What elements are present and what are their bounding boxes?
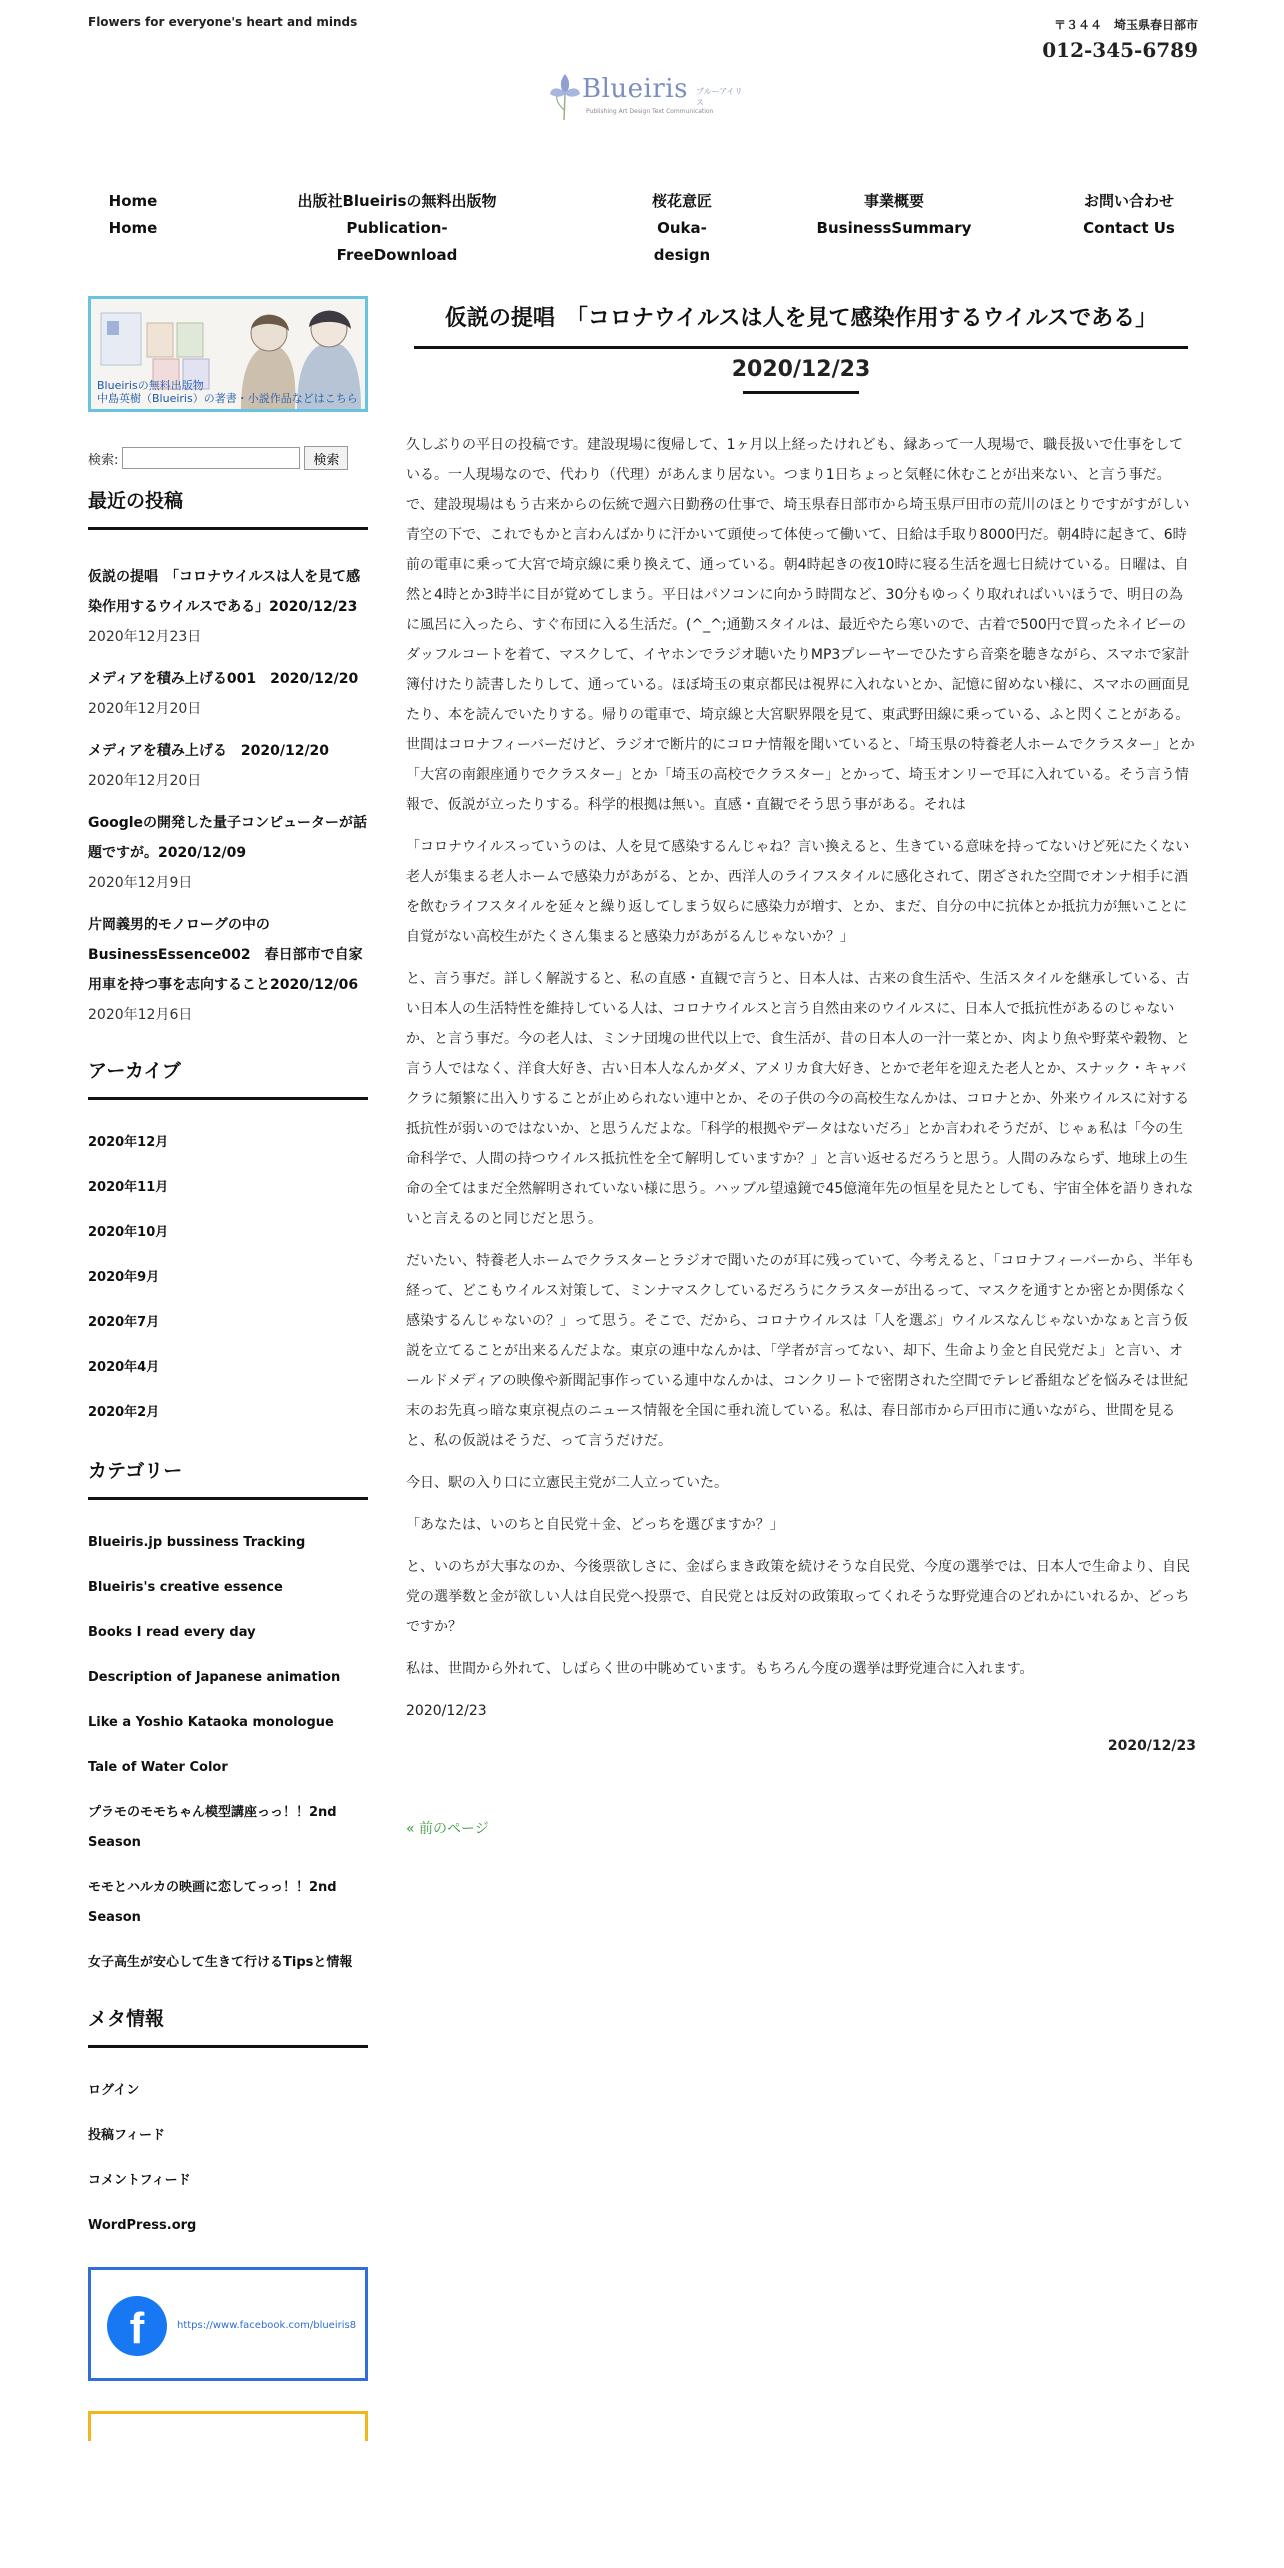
nav-ouka-design-en: Ouka-design <box>653 219 711 264</box>
recent-post-item <box>88 808 368 898</box>
logo-kana: ブルーアイリス <box>696 87 743 107</box>
category-title: カテゴリー <box>88 1456 368 1500</box>
archive-widget <box>88 1056 368 1428</box>
header-phone[interactable]: 012-345-6789 <box>1042 38 1198 62</box>
category-link[interactable]: Description of Japanese animation <box>88 1670 341 1685</box>
post-paragraph: 私は、世間から外れて、しばらく世の中眺めています。もちろん今度の選挙は野党連合に入れます。 <box>406 1661 1034 1677</box>
recent-post-link[interactable]: メディアを積み上げる001 2020/12/20 <box>88 671 359 687</box>
post-body <box>406 430 1196 1726</box>
banner-caption <box>97 379 358 405</box>
nav-ouka-design-ja: 桜花意匠 <box>651 192 712 210</box>
site-tagline: Flowers for everyone's heart and minds <box>88 15 358 29</box>
nav-business-summary-en: BusinessSummary <box>816 219 972 237</box>
category-link[interactable]: Blueiris.jp bussiness Tracking <box>88 1535 306 1550</box>
category-widget <box>88 1456 368 1978</box>
recent-post-item <box>88 736 368 796</box>
nav-publication-ja: 出版社Blueirisの無料出版物 <box>297 192 497 210</box>
nav-contact-ja: お問い合わせ <box>1083 192 1174 210</box>
search-input[interactable] <box>122 447 300 469</box>
archive-link[interactable]: 2020年12月 <box>88 1135 169 1150</box>
post-paragraph: と、言う事だ。詳しく解説すると、私の直感・直観で言うと、日本人は、古来の食生活や、生活スタイルを継承している、古い日本人の生活特性を維持している人は、コロナウイルスと言う自然由来のウイルスに、日本人で抵抗性があるのじゃないか、と言う事だ。今の老人は、ミンナ団塊の世代以上で、食生活が、昔の日本人の一汁一菜とか、肉より魚や野菜や穀物、と言う人ではなく、洋食大好き、古い日本人なんかダメ、アメリカ食大好き、とかで老年を迎えた老人とか、スナック・キャバクラに頻繁に出入りすることが止められない連中とか、その子供の今の高校生なんかは、コロナとか、外来ウイルスに対する抵抗性が弱いのではないか、と思うんだよな。「科学的根拠やデータはないだろ」とか言われそうだが、じゃぁ私は「今の生命科学で、人間の持つウイルス抵抗性を全て解明していますか？」と言い返せるだろうと思う。人間のみならず、地球上の生命の全てはまだ全然解明されていない様に思う。ハッブル望遠鏡で45億滝年先の恒星を見たとしても、宇宙全体を語りきれないと言えるのと同じだと思う。 <box>406 971 1194 1227</box>
recent-post-date: 2020年12月6日 <box>88 1007 193 1023</box>
category-link[interactable]: Blueiris's creative essence <box>88 1580 283 1595</box>
post-date-heading: 2020/12/23 <box>731 357 871 382</box>
nav-business-summary-ja: 事業概要 <box>863 192 924 210</box>
meta-title: メタ情報 <box>88 2004 368 2048</box>
nav-home[interactable] <box>88 188 178 242</box>
nav-publication[interactable] <box>292 188 502 269</box>
nav-business-summary[interactable] <box>814 188 974 242</box>
post-title: 仮説の提唱 「コロナウイルスは人を見て感染作用するウイルスである」 <box>444 306 1158 331</box>
date-divider <box>743 391 859 394</box>
site-logo[interactable] <box>548 68 748 124</box>
recent-post-link[interactable]: 片岡義男的モノローグの中のBusinessEssence002 春日部市で自家用車を持つ事を志向すること2020/12/06 <box>88 917 363 993</box>
archive-title: アーカイブ <box>88 1056 368 1100</box>
post-paragraph: 今日、駅の入り口に立憲民主党が二人立っていた。 <box>406 1475 728 1491</box>
banner-box-yellow[interactable] <box>88 2411 368 2441</box>
category-link[interactable]: Books I read every day <box>88 1625 256 1640</box>
title-divider <box>414 346 1188 349</box>
archive-link[interactable]: 2020年2月 <box>88 1405 160 1420</box>
recent-post-date: 2020年12月20日 <box>88 701 202 717</box>
post-right-date: 2020/12/23 <box>1107 1738 1196 1754</box>
archive-link[interactable]: 2020年7月 <box>88 1315 160 1330</box>
recent-post-link[interactable]: Googleの開発した量子コンピューターが話題ですが。2020/12/09 <box>88 815 368 861</box>
category-link[interactable]: プラモのモモちゃん模型講座っっ！！2nd Season <box>88 1805 350 1850</box>
sidebar <box>88 296 368 2441</box>
meta-widget <box>88 2004 368 2241</box>
recent-post-date: 2020年12月9日 <box>88 875 193 891</box>
previous-page-link[interactable]: « 前のページ <box>406 1821 489 1837</box>
category-link[interactable]: Like a Yoshio Kataoka monologue <box>88 1715 334 1730</box>
recent-posts-widget <box>88 486 368 1030</box>
post-paragraph: 「あなたは、いのちと自民党＋金、どっちを選びますか？」 <box>406 1517 784 1533</box>
recent-post-link[interactable]: 仮説の提唱 「コロナウイルスは人を見て感染作用するウイルスである」2020/12/23 <box>88 569 361 615</box>
search-form <box>88 446 368 470</box>
header-address: 〒３４４ 埼玉県春日部市 <box>1053 18 1198 32</box>
post-paragraph: と、いのちが大事なのか、今後票欲しさに、金ばらまき政策を続けそうな自民党、今度の選挙では、日本人で生命より、自民党の選挙数と金が欲しい人は自民党へ投票で、自民党とは反対の政策取ってくれそうな野党連合のどれかにいれるか、どっちですか？ <box>406 1559 1190 1635</box>
category-link[interactable]: Tale of Water Color <box>88 1760 228 1775</box>
recent-post-item <box>88 562 368 652</box>
post-paragraph: だいたい、特養老人ホームでクラスターとラジオで聞いたのが耳に残っていて、今考えると、「コロナフィーバーから、半年も経って、どこもウイルス対策して、ミンナマスクしているだろうにクラスターが出るって、マスクを通すとか密とか関係なく感染するんじゃないの？」って思う。そこで、だから、コロナウイルスは「人を選ぶ」ウイルスなんじゃないかなぁと言う仮説を立てることが出来るんだよな。東京の連中なんかは、「学者が言ってない、却下、生命より金と自民党だよ」と言い、オールドメディアの映像や新聞記事作っている連中なんかは、コンクリートで密閉された空間でテレビ番組などを悩みそは世紀末のお先真っ暗な東京視点のニュース情報を全国に垂れ流している。私は、春日部市から戸田市に通いながら、世間を見ると、私の仮説はそうだ、って言うだけだ。 <box>406 1253 1195 1449</box>
post-paragraph: 「コロナウイルスっていうのは、人を見て感染するんじゃね？言い換えると、生きている意味を持ってないけど死にたくない老人が集まる老人ホームで感染力があがる、とか、西洋人のライフスタイルに感化されて、閉ざされた空間でオンナ相手に酒を飲むライフスタイルを延々と繰り返してしまう奴らに感染力が増す、とか、まだ、自分の中に抗体とか抵抗力が無いことに自覚がない高校生がたくさん集まると感染力があがるんじゃないか？」 <box>406 839 1190 945</box>
main-content <box>406 296 1196 1838</box>
recent-post-link[interactable]: メディアを積み上げる 2020/12/20 <box>88 743 330 759</box>
nav-home-en: Home <box>108 219 158 237</box>
meta-link-entries-feed[interactable]: 投稿フィード <box>88 2128 165 2143</box>
logo-subtitle: Publishing Art Design Text Communication <box>586 108 714 115</box>
archive-link[interactable]: 2020年10月 <box>88 1225 169 1240</box>
recent-post-item <box>88 664 368 724</box>
recent-post-date: 2020年12月23日 <box>88 629 202 645</box>
nav-contact[interactable] <box>1064 188 1194 242</box>
post-paragraph: 久しぶりの平日の投稿です。建設現場に復帰して、1ヶ月以上経ったけれども、縁あって一人現場で、職長扱いで仕事をしている。一人現場なので、代わり（代理）があんまり居ない。つまり1日ちょっと気軽に休むことが出来ない、と言う事だ。で、建設現場はもう古来からの伝統で週六日勤務の仕事で、埼玉県春日部市から埼玉県戸田市の荒川のほとりですがすがしい青空の下で、これでもかと言わんばかりに汗かいて頭使って体使って働いて、日給は手取り8000円だ。朝4時に起きて、6時前の電車に乗って大宮で埼京線に乗り換えて、通っている。朝4時起きの夜10時に寝る生活を週七日続けている。日曜は、自然と4時とか3時半に目が覚めてしまう。平日はパソコンに向かう時間など、30分もゆっくり取れればいいほうで、明日の為に風呂に入ったら、すぐ布団に入る生活だ。(^_^;通勤スタイルは、最近やたら寒いので、古着で500円で買ったネイビーのダッフルコートを着て、マスクして、イヤホンでラジオ聴いたりMP3プレーヤーでひたすら音楽を聴きながら、スマホで家計簿付けたり読書したりして、通っている。ほぼ埼玉の東京都民は視界に入れないとか、記憶に留めない様に、スマホの画面見たり、本を読んでいたりする。帰りの電車で、埼京線と大宮駅界隈を見て、東武野田線に乗っている、ふと閃くことがある。世間はコロナフィーバーだけど、ラジオで断片的にコロナ情報を聞いていると、「埼玉県の特養老人ホームでクラスター」とか「大宮の南銀座通りでクラスター」とか「埼玉の高校でクラスター」とかって、埼玉オンリーで耳に入れている。そう言う情報で、仮説が立ったりする。科学的根拠は無い。直感・直観でそう思う事がある。それは <box>406 437 1195 813</box>
recent-posts-title: 最近の投稿 <box>88 486 368 530</box>
post-paragraph: 2020/12/23 <box>406 1703 487 1719</box>
meta-link-wordpress[interactable]: WordPress.org <box>88 2218 197 2233</box>
archive-link[interactable]: 2020年4月 <box>88 1360 160 1375</box>
nav-publication-en: Publication-FreeDownload <box>336 219 458 264</box>
facebook-icon: f <box>107 2296 167 2356</box>
free-publication-banner[interactable] <box>88 296 368 412</box>
category-link[interactable]: 女子高生が安心して生きて行けるTipsと情報 <box>88 1955 353 1970</box>
archive-link[interactable]: 2020年9月 <box>88 1270 160 1285</box>
recent-post-date: 2020年12月20日 <box>88 773 202 789</box>
search-label: 検索: <box>88 452 119 468</box>
nav-contact-en: Contact Us <box>1083 219 1175 237</box>
recent-post-item <box>88 910 368 1030</box>
nav-home-ja: Home <box>108 192 158 210</box>
facebook-box[interactable] <box>88 2267 368 2381</box>
logo-wordmark: Blueiris <box>582 74 688 104</box>
iris-flower-icon <box>548 70 582 122</box>
category-link[interactable]: モモとハルカの映画に恋してっっ！！2nd Season <box>88 1880 337 1925</box>
facebook-url[interactable]: https://www.facebook.com/blueiris8 <box>177 2320 357 2331</box>
meta-link-comments-feed[interactable]: コメントフィード <box>88 2173 191 2188</box>
nav-ouka-design[interactable] <box>632 188 732 269</box>
banner-line1: Blueirisの無料出版物 <box>97 379 204 392</box>
meta-link-login[interactable]: ログイン <box>88 2083 140 2098</box>
banner-line2: 中島英樹（Blueiris）の著書・小説作品などはこちら <box>97 392 358 405</box>
search-button[interactable]: 検索 <box>304 446 348 470</box>
archive-link[interactable]: 2020年11月 <box>88 1180 169 1195</box>
